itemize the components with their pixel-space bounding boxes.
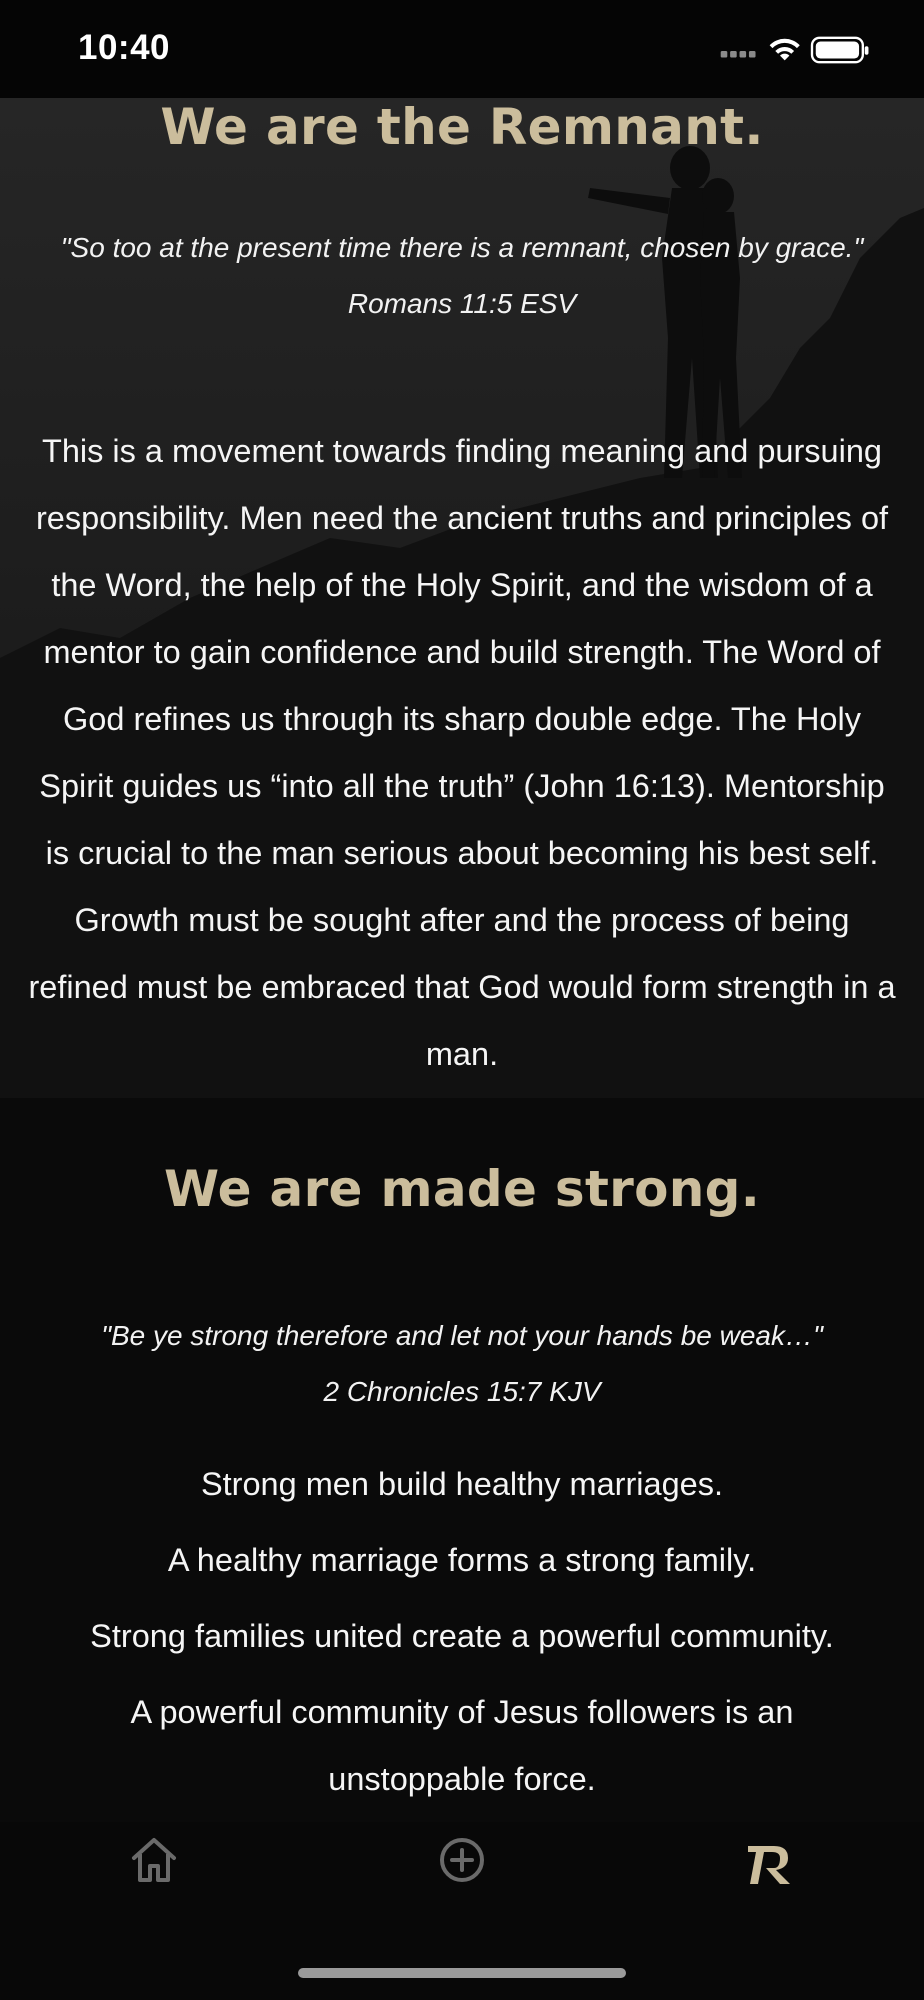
tab-remnant[interactable] — [740, 1830, 800, 1890]
content-scroll[interactable] — [0, 98, 924, 1822]
section2-line: A healthy marriage forms a strong family. — [167, 1542, 757, 1578]
section1-body: This is a movement towards finding meaning and pursuing responsibility. Men need the ancient truths and principles of the Word, the help of the Holy Spirit, and the wisdom of a mentor to gain confidence and build strength. The Word of God refines us through its sharp double edge. The Holy Spirit guides us “into all the truth” (John 16:13). Mentorship is crucial to the man serious about becoming his best self. Growth must be sought after and the process of being refined must be embraced that God would form strength in a man. — [28, 433, 896, 1072]
tab-home[interactable] — [124, 1830, 184, 1890]
section2-line: A powerful community of Jesus followers is an — [130, 1694, 794, 1730]
section2-heading: We are made strong. — [163, 1160, 761, 1218]
battery-icon — [812, 38, 868, 62]
section1-heading: We are the Remnant. — [160, 98, 764, 156]
section1-quote-reference: Romans 11:5 ESV — [347, 288, 577, 319]
section2-quote: "Be ye strong therefore and let not your hands be weak…" — [101, 1320, 823, 1351]
section2-line: Strong men build healthy marriages. — [200, 1466, 724, 1502]
add-circle-icon — [432, 1830, 492, 1890]
tab-add[interactable] — [432, 1830, 492, 1890]
section2-line: unstoppable force. — [328, 1761, 596, 1797]
home-icon — [124, 1830, 184, 1890]
signal-icon — [721, 51, 756, 58]
section1-quote: "So too at the present time there is a remnant, chosen by grace." — [60, 232, 864, 263]
status-bar — [0, 0, 924, 98]
status-time: 10:40 — [78, 28, 171, 67]
status-icons — [716, 34, 876, 66]
section2-quote-reference: 2 Chronicles 15:7 KJV — [323, 1376, 601, 1407]
home-indicator[interactable] — [298, 1968, 626, 1978]
section2-line: Strong families united create a powerful community. — [90, 1618, 834, 1654]
wifi-icon — [770, 39, 800, 61]
remnant-logo-icon — [740, 1830, 800, 1890]
